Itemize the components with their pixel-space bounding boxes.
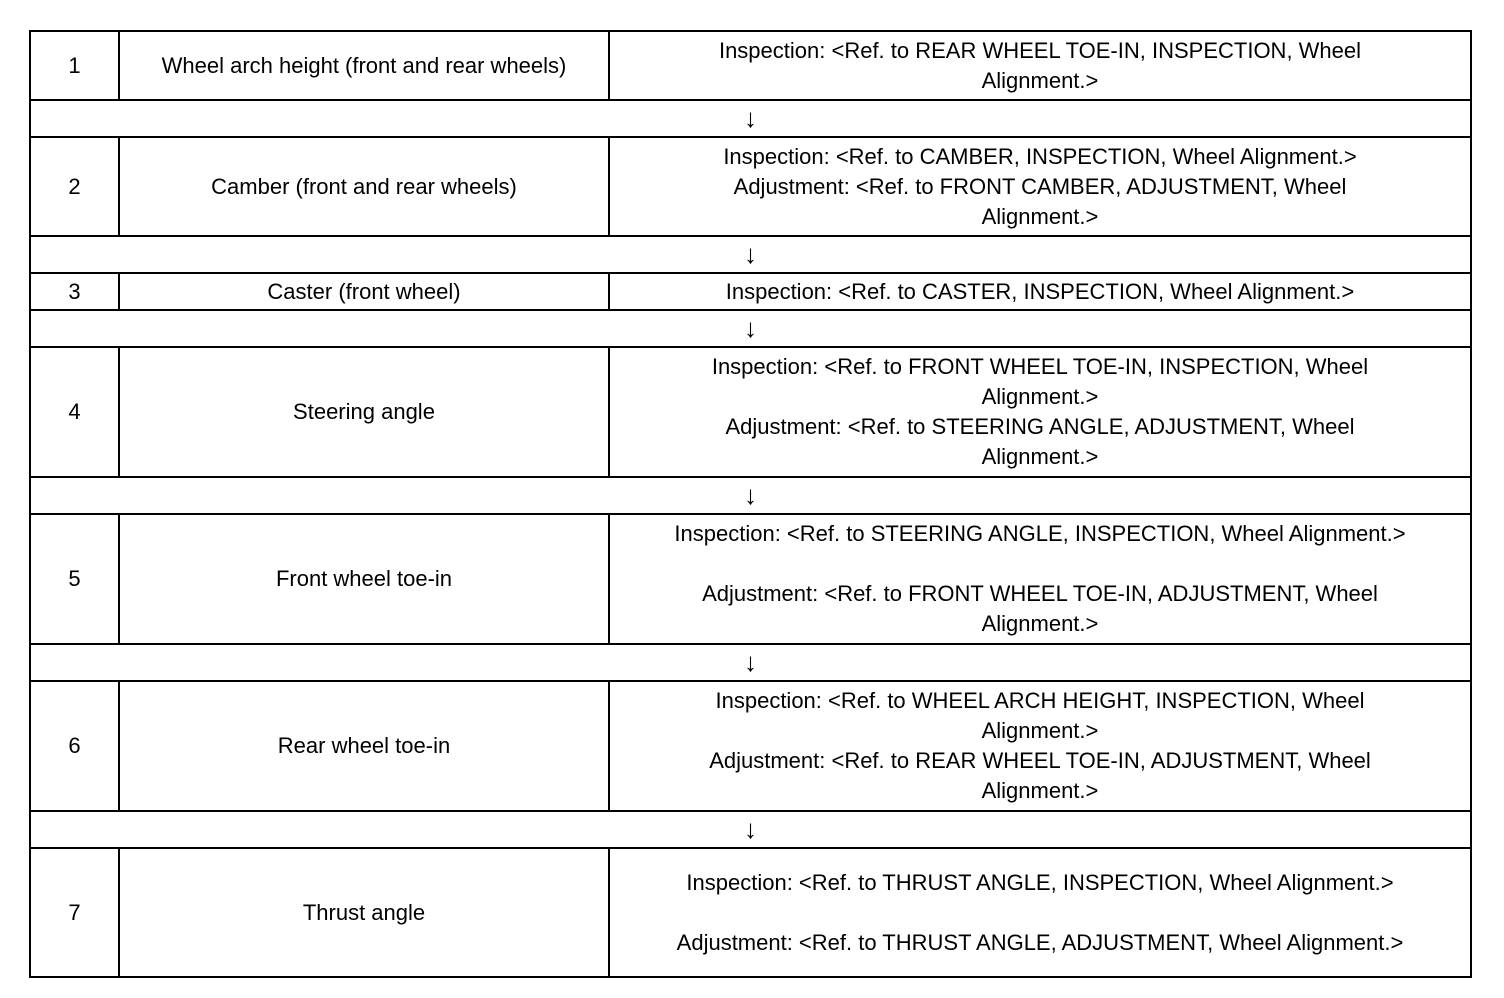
inspection-reference-link[interactable]: Inspection: <Ref. to STEERING ANGLE, INSPECTION, Wheel Alignment.>: [674, 521, 1406, 546]
step-row-3: [31, 274, 1470, 311]
alignment-procedure-table: [29, 30, 1472, 978]
step-item: Rear wheel toe-in: [120, 682, 610, 810]
step-references: [610, 274, 1470, 309]
step-references: [610, 515, 1470, 643]
step-row-7: [31, 849, 1470, 976]
step-references: [610, 849, 1470, 976]
step-references: [610, 348, 1470, 476]
step-references: [610, 138, 1470, 235]
inspection-reference-link[interactable]: Inspection: <Ref. to THRUST ANGLE, INSPECTION, Wheel Alignment.>: [686, 869, 1394, 895]
step-references: [610, 32, 1470, 99]
step-item: Thrust angle: [120, 849, 610, 976]
inspection-reference-link[interactable]: Inspection: <Ref. to CASTER, INSPECTION, Wheel Alignment.>: [725, 278, 1355, 304]
step-number: 1: [31, 32, 120, 99]
arrow-row: [31, 812, 1470, 849]
step-row-1: [31, 32, 1470, 101]
step-item: Front wheel toe-in: [120, 515, 610, 643]
inspection-reference-link[interactable]: Inspection: <Ref. to REAR WHEEL TOE-IN, INSPECTION, Wheel Alignment.>: [718, 37, 1362, 93]
inspection-reference-link[interactable]: Inspection: <Ref. to WHEEL ARCH HEIGHT, INSPECTION, Wheel Alignment.>: [715, 688, 1365, 743]
down-arrow-icon: ↓: [744, 313, 757, 343]
arrow-row: [31, 645, 1470, 682]
inspection-reference-link[interactable]: Inspection: <Ref. to CAMBER, INSPECTION, Wheel Alignment.>: [723, 143, 1357, 169]
step-item: Caster (front wheel): [120, 274, 610, 309]
arrow-row: [31, 478, 1470, 515]
step-number: 2: [31, 138, 120, 235]
step-item: Steering angle: [120, 348, 610, 476]
arrow-row: [31, 237, 1470, 274]
adjustment-reference-link[interactable]: Adjustment: <Ref. to REAR WHEEL TOE-IN, ADJUSTMENT, Wheel Alignment.>: [709, 748, 1371, 803]
step-row-5: [31, 515, 1470, 645]
step-item: Wheel arch height (front and rear wheels): [120, 32, 610, 99]
step-number: 7: [31, 849, 120, 976]
arrow-row: [31, 311, 1470, 348]
step-number: 4: [31, 348, 120, 476]
step-references: [610, 682, 1470, 810]
down-arrow-icon: ↓: [744, 814, 757, 844]
step-number: 6: [31, 682, 120, 810]
down-arrow-icon: ↓: [744, 647, 757, 677]
step-number: 5: [31, 515, 120, 643]
adjustment-reference-link[interactable]: Adjustment: <Ref. to THRUST ANGLE, ADJUSTMENT, Wheel Alignment.>: [676, 929, 1404, 955]
arrow-row: [31, 101, 1470, 138]
step-row-2: [31, 138, 1470, 237]
step-row-6: [31, 682, 1470, 812]
adjustment-reference-link[interactable]: Adjustment: <Ref. to FRONT CAMBER, ADJUSTMENT, Wheel Alignment.>: [733, 173, 1347, 229]
down-arrow-icon: ↓: [744, 239, 757, 269]
adjustment-reference-link[interactable]: Adjustment: <Ref. to FRONT WHEEL TOE-IN, ADJUSTMENT, Wheel Alignment.>: [702, 581, 1378, 636]
step-item: Camber (front and rear wheels): [120, 138, 610, 235]
down-arrow-icon: ↓: [744, 103, 757, 133]
inspection-reference-link[interactable]: Inspection: <Ref. to FRONT WHEEL TOE-IN, INSPECTION, Wheel Alignment.>: [711, 354, 1369, 409]
adjustment-reference-link[interactable]: Adjustment: <Ref. to STEERING ANGLE, ADJUSTMENT, Wheel Alignment.>: [725, 414, 1355, 469]
down-arrow-icon: ↓: [744, 480, 757, 510]
step-number: 3: [31, 274, 120, 309]
step-row-4: [31, 348, 1470, 478]
